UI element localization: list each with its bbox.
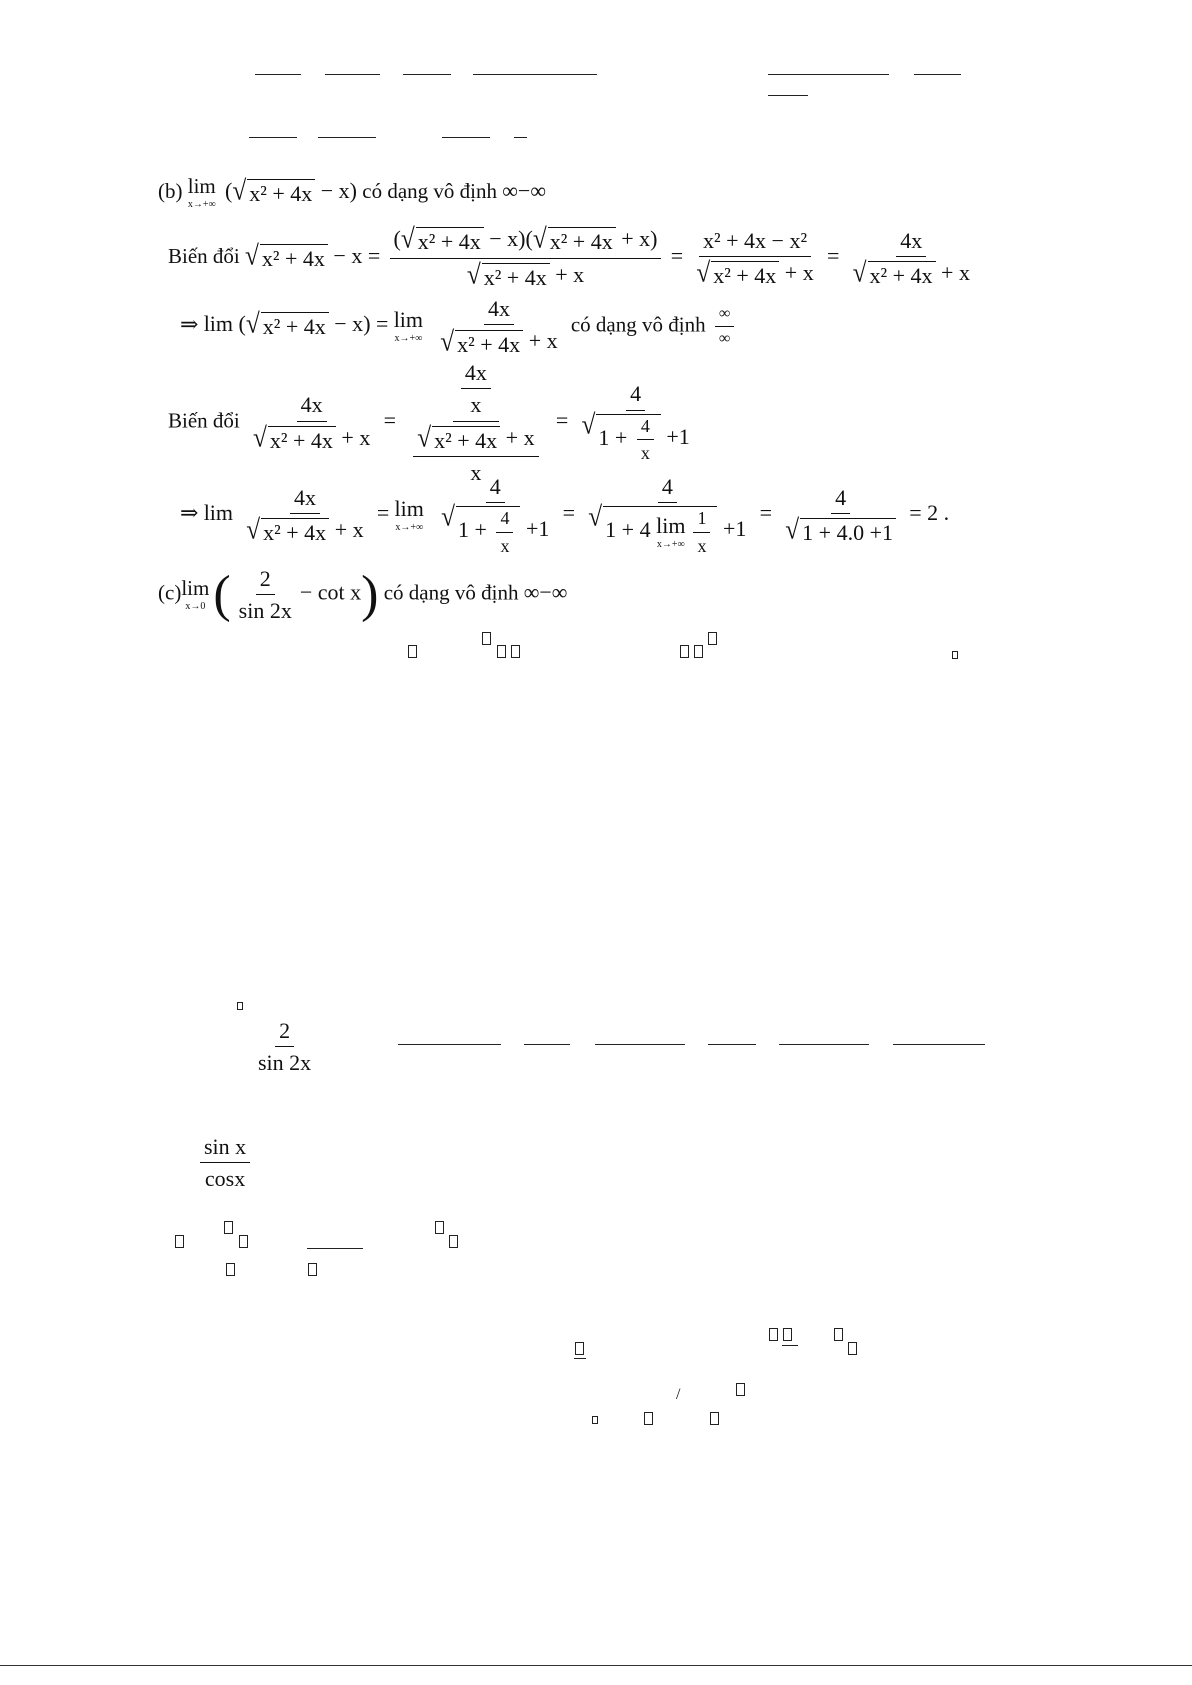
fraction-bar — [398, 1044, 501, 1045]
infinity-over-infinity: $\frac{\infty}{\infty}$ — [715, 305, 734, 349]
missing-glyph — [511, 645, 520, 658]
fraction-bar — [768, 74, 889, 75]
missing-glyph — [644, 1412, 653, 1425]
missing-glyph — [226, 1263, 235, 1276]
missing-glyph — [435, 1221, 444, 1234]
fraction-bar — [249, 137, 297, 138]
fraction-bar — [914, 74, 961, 75]
indeterminate-form: ∞−∞ — [502, 177, 547, 203]
missing-glyph — [575, 1342, 584, 1355]
missing-glyph — [408, 645, 417, 658]
limit-operator: lim x→+∞ — [393, 306, 424, 344]
implies-step-1: ⇒ lim ( √ x² + 4x − x) = lim x→+∞ 4x √ x² + 4x + x có dạng vô định $\frac{\infty}{\infty}$ — [180, 296, 738, 357]
limit-operator: lim x→+∞ — [187, 174, 216, 210]
missing-glyph — [694, 645, 703, 658]
fraction-bar — [779, 1044, 869, 1045]
transform-label: Biến đổi — [168, 243, 240, 268]
limit-operator: lim x→+∞ — [394, 495, 424, 533]
implies-symbol: ⇒ — [180, 500, 199, 526]
fraction-bar — [893, 1044, 985, 1045]
fraction-bar — [782, 1345, 798, 1346]
missing-glyph — [680, 645, 689, 658]
fraction-bar — [442, 137, 490, 138]
limit-expression: ( √ x² + 4x − x) — [225, 175, 357, 206]
transform-step-2: Biến đổi 4x √ x² + 4x + x = $\frac{4x}{x}$ √ x² + 4x + x x = 4 √ 1 + $\frac{4}{x}$ +1 — [168, 360, 698, 485]
missing-glyph — [449, 1235, 458, 1248]
missing-glyph — [592, 1416, 598, 1424]
part-label: (b) — [158, 178, 183, 203]
fraction-bar — [708, 1044, 756, 1045]
expanded-fraction: x² + 4x − x² √ x² + 4x + x — [696, 227, 814, 289]
fraction-bar — [255, 74, 301, 75]
fraction-bar — [318, 137, 376, 138]
part-label: (c) — [158, 580, 182, 605]
limit-operator: lim x→0 — [181, 575, 210, 612]
fraction-bar — [307, 1248, 363, 1249]
missing-glyph — [710, 1412, 719, 1425]
two-over-sin2x-fraction: $\frac{2}{\sin 2x}$ — [258, 1018, 312, 1076]
limit-fraction: 4x √ x² + 4x + x — [246, 484, 364, 546]
missing-glyph — [224, 1221, 233, 1234]
transform-label: Biến đổi — [168, 408, 240, 433]
missing-glyph — [736, 1383, 745, 1396]
divided-by-x-fraction: $\frac{4x}{x}$ √ x² + 4x + x x — [405, 360, 546, 485]
missing-glyph — [834, 1328, 843, 1341]
fraction-bar — [595, 1044, 685, 1045]
missing-glyph — [769, 1328, 778, 1341]
slash-mark: / — [676, 1386, 681, 1403]
missing-glyph — [952, 651, 958, 659]
sin-over-cos-fraction: $\frac{\text{sin x}}{\cos x}$ — [196, 1134, 254, 1192]
part-c-heading: (c) lim x→0 ( $\frac{2}{\sin 2x}$ − cot x) có dạng vô định ∞−∞ — [158, 565, 568, 624]
fraction-bar — [768, 95, 808, 96]
missing-glyph — [239, 1235, 248, 1248]
missing-glyph — [482, 632, 491, 645]
indeterminate-form: ∞−∞ — [523, 579, 568, 605]
fraction-bar — [524, 1044, 570, 1045]
limit-inside-fraction: 4 √ 1 + 4 lim x→+∞ $\frac{1}{x}$ +1 — [588, 474, 747, 556]
transform-step-1: Biến đổi √ x² + 4x − x = ( √ x² + 4x − x)( √ x² + 4x + x) √ x² + 4x + x = x² + 4x − x² √ x² + 4x + x = 4x √ x² + 4x + x — [168, 226, 978, 290]
fraction-bar — [403, 74, 451, 75]
fraction-bar — [473, 74, 597, 75]
evaluated-fraction: 4 √ 1 + 4.0 +1 — [781, 485, 900, 546]
original-fraction: 4x √ x² + 4x + x — [253, 392, 371, 454]
missing-glyph — [708, 632, 717, 645]
part-b-heading — [158, 176, 546, 210]
fraction-bar — [325, 74, 380, 75]
implies-symbol: ⇒ — [180, 311, 199, 337]
missing-glyph — [308, 1263, 317, 1276]
conjugate-fraction: ( √ x² + 4x − x)( √ x² + 4x + x) √ x² + 4x + x — [390, 226, 662, 290]
missing-glyph — [175, 1235, 184, 1248]
limit-fraction: 4x √ x² + 4x + x — [440, 296, 558, 357]
simplified-fraction: 4x √ x² + 4x + x — [852, 227, 970, 289]
indeterminate-form-text: có dạng vô định — [362, 178, 497, 203]
missing-glyph — [497, 645, 506, 658]
fraction-bar — [514, 137, 527, 138]
missing-glyph — [237, 1002, 243, 1010]
two-over-sin2x: $\frac{2}{\sin 2x}$ — [238, 566, 292, 624]
final-result: = 2 . — [909, 500, 950, 526]
page-bottom-border — [0, 1665, 1192, 1666]
missing-glyph — [783, 1328, 792, 1341]
reduced-fraction: 4 √ 1 + $\frac{4}{x}$ +1 — [581, 381, 690, 464]
implies-step-2: ⇒ lim 4x √ x² + 4x + x = lim x→+∞ 4 √ 1 + $\frac{4}{x}$ +1 = 4 √ 1 + 4 lim x→+∞ $\frac{1}{x}$ +1 = 4 √ 1 + 4.0 +1 = 2 . — [180, 474, 950, 556]
missing-glyph — [848, 1342, 857, 1355]
reduced-fraction: 4 √ 1 + $\frac{4}{x}$ +1 — [441, 474, 550, 556]
fraction-bar — [574, 1358, 586, 1359]
